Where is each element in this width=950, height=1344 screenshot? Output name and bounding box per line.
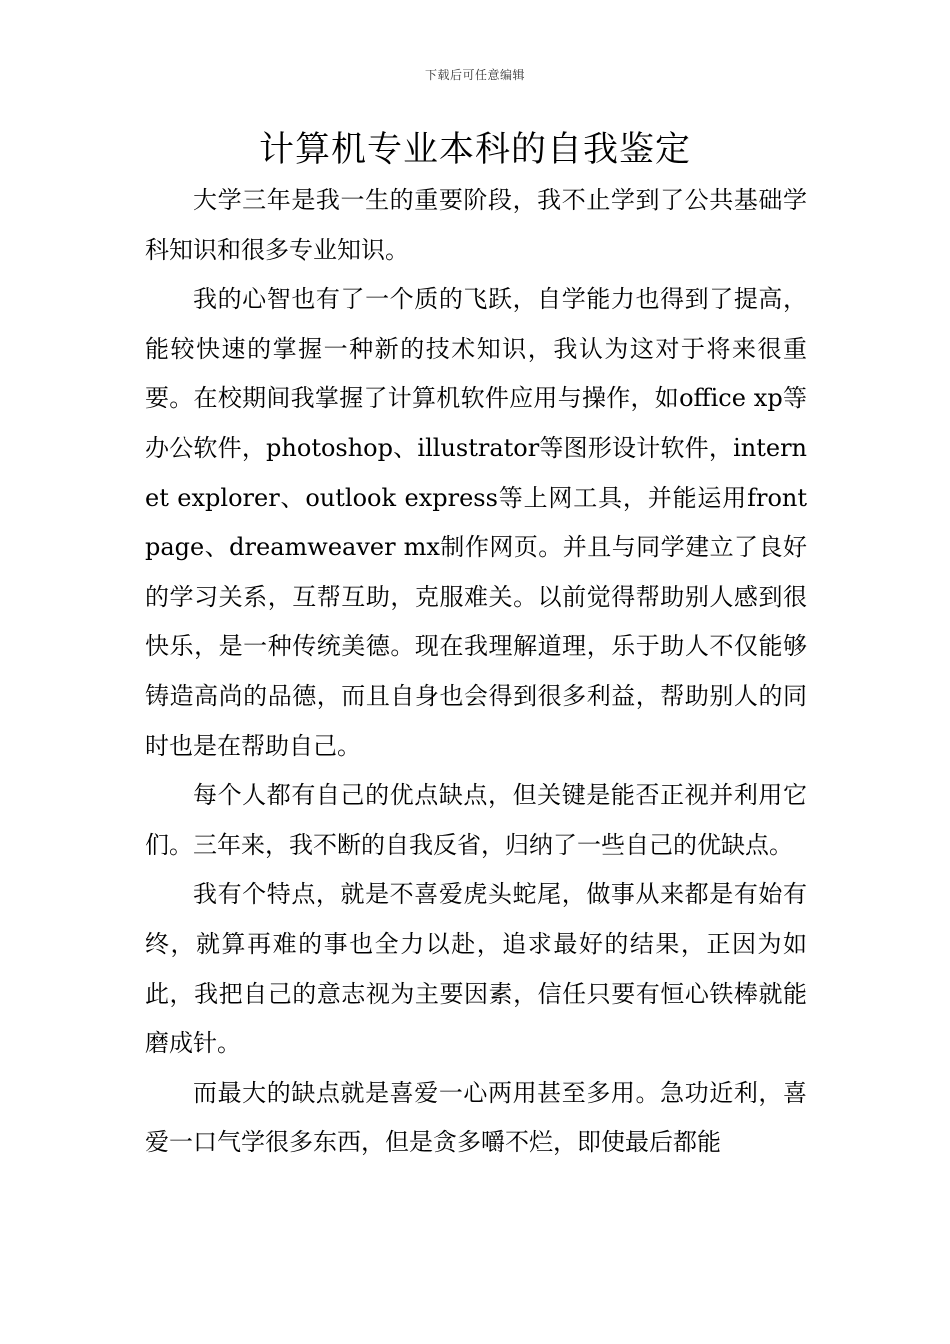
paragraph-1: 大学三年是我一生的重要阶段，我不止学到了公共基础学科知识和很多专业知识。 (145, 186, 807, 264)
page-title: 计算机专业本科的自我鉴定 (258, 130, 691, 170)
paragraph-5: 而最大的缺点就是喜爱一心两用甚至多用。急功近利，喜爱一口气学很多东西，但是贪多嚼不烂，即使最后都能 (145, 1078, 807, 1157)
paragraph-2: 我的心智也有了一个质的飞跃，自学能力也得到了提高，能较快速的掌握一种新的技术知识，我认为这对于将来很重要。在校期间我掌握了计算机软件应用与操作，如office xp等办公软件，photoshop、illustrator等图形设计软件，internet explorer、outlook express等上网工具，并能运用frontpage、dreamweaver mx制作网页。并且与同学建立了良好的学习关系，互帮互助，克服难关。以前觉得帮助别人感到很快乐，是一种传统美德。现在我理解道理，乐于助人不仅能够铸造高尚的品德，而且自身也会得到很多利益，帮助别人的同时也是在帮助自己。 (145, 285, 807, 760)
paragraph-4: 我有个特点，就是不喜爱虎头蛇尾，做事从来都是有始有终，就算再难的事也全力以赴，追求最好的结果，正因为如此，我把自己的意志视为主要因素，信任只要有恒心铁棒就能磨成针。 (145, 880, 807, 1058)
header-note: 下载后可任意编辑 (424, 68, 525, 82)
document-body (145, 176, 807, 1168)
paragraph-3: 每个人都有自己的优点缺点，但关键是能否正视并利用它们。三年来，我不断的自我反省，归纳了一些自己的优缺点。 (145, 781, 807, 859)
